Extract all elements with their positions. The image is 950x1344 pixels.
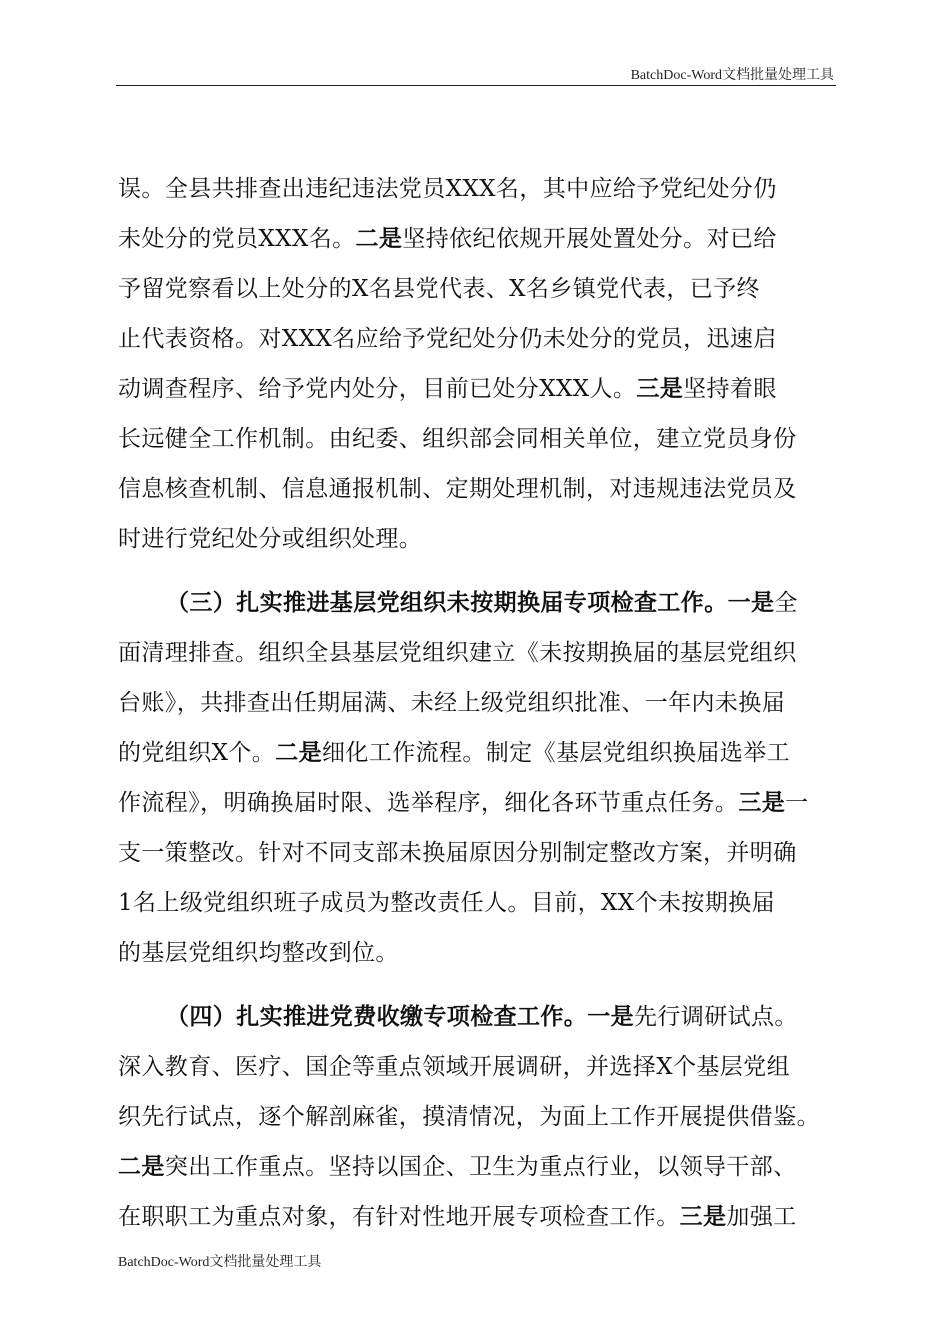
text-line: 动调查程序、给予党内处分，目前已处分XXX人。三是坚持着眼 bbox=[118, 375, 777, 402]
text-line: 时进行党纪处分或组织处理。 bbox=[118, 526, 423, 552]
text-line: 信息核查机制、信息通报机制、定期处理机制，对违规违法党员及 bbox=[118, 476, 797, 502]
text-line: （三）扎实推进基层党组织未按期换届专项检查工作。一是全 bbox=[166, 589, 798, 616]
paragraph-1 bbox=[118, 164, 838, 564]
emphasis: 三是 bbox=[738, 789, 786, 816]
paragraph-gap bbox=[118, 564, 838, 578]
text-line: 予留党察看以上处分的X名县党代表、X名乡镇党代表，已予终 bbox=[118, 276, 760, 302]
header-rule bbox=[116, 85, 836, 86]
text-line: 作流程》，明确换届时限、选举程序，细化各环节重点任务。三是一 bbox=[118, 789, 809, 816]
text-line: 误。全县共排查出违纪违法党员XXX名，其中应给予党纪处分仍 bbox=[118, 176, 777, 202]
document-body bbox=[118, 164, 838, 1242]
text-line: （四）扎实推进党费收缴专项检查工作。一是先行调研试点。 bbox=[166, 1003, 798, 1030]
text-line: 支一策整改。针对不同支部未换届原因分别制定整改方案，并明确 bbox=[118, 840, 797, 866]
text-line: 的基层党组织均整改到位。 bbox=[118, 940, 399, 966]
page-header: BatchDoc-Word文档批量处理工具 bbox=[630, 68, 834, 83]
emphasis: 一是 bbox=[727, 589, 775, 616]
emphasis: 二是 bbox=[118, 1153, 165, 1180]
text-line: 止代表资格。对XXX名应给予党纪处分仍未处分的党员，迅速启 bbox=[118, 326, 777, 352]
text-line: 台账》，共排查出任期届满、未经上级党组织批准、一年内未换届 bbox=[118, 690, 786, 716]
text-line: 深入教育、医疗、国企等重点领域开展调研，并选择X个基层党组 bbox=[118, 1054, 790, 1080]
text-line: 在职职工为重点对象，有针对性地开展专项检查工作。三是加强工 bbox=[118, 1203, 797, 1230]
paragraph-3 bbox=[118, 992, 838, 1242]
page-footer: BatchDoc-Word文档批量处理工具 bbox=[118, 1255, 322, 1270]
section-heading: （四）扎实推进党费收缴专项检查工作。 bbox=[166, 1003, 588, 1030]
emphasis: 三是 bbox=[679, 1203, 727, 1230]
text-line: 的党组织X个。二是细化工作流程。制定《基层党组织换届选举工 bbox=[118, 739, 790, 766]
paragraph-2 bbox=[118, 578, 838, 978]
paragraph-gap bbox=[118, 978, 838, 992]
emphasis: 一是 bbox=[587, 1003, 635, 1030]
text-line: 织先行试点，逐个解剖麻雀，摸清情况，为面上工作开展提供借鉴。 bbox=[118, 1104, 820, 1130]
text-line: 面清理排查。组织全县基层党组织建立《未按期换届的基层党组织 bbox=[118, 640, 797, 666]
text-line: 1名上级党组织班子成员为整改责任人。目前，XX个未按期换届 bbox=[118, 890, 775, 916]
text-line: 未处分的党员XXX名。二是坚持依纪依规开展处置处分。对已给 bbox=[118, 225, 777, 252]
text-line: 长远健全工作机制。由纪委、组织部会同相关单位，建立党员身份 bbox=[118, 426, 797, 452]
section-heading: （三）扎实推进基层党组织未按期换届专项检查工作。 bbox=[166, 589, 728, 616]
emphasis: 二是 bbox=[355, 225, 403, 252]
emphasis: 二是 bbox=[275, 739, 322, 766]
text-line: 二是突出工作重点。坚持以国企、卫生为重点行业，以领导干部、 bbox=[118, 1153, 797, 1180]
emphasis: 三是 bbox=[636, 375, 684, 402]
